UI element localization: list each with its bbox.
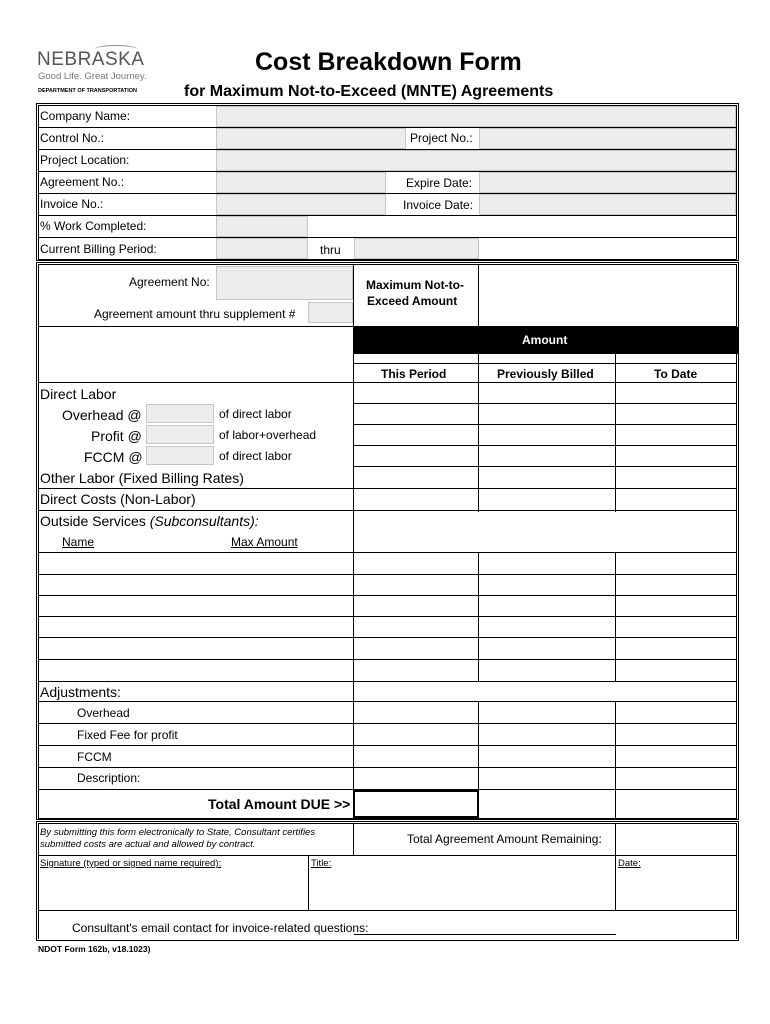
control-no-field[interactable]	[216, 128, 406, 149]
amount-header: Amount	[522, 333, 568, 347]
col-to-date: To Date	[654, 367, 698, 381]
overhead-rate-field[interactable]	[146, 404, 214, 423]
adj-overhead-label: Overhead	[77, 706, 130, 720]
overhead-label: Overhead @	[62, 407, 142, 423]
remaining-label: Total Agreement Amount Remaining:	[407, 832, 602, 846]
agreement-no-label: Agreement No.:	[40, 175, 125, 189]
billing-period-end-field[interactable]	[354, 238, 479, 259]
outside-services-label	[40, 514, 259, 528]
invoice-no-field[interactable]	[216, 194, 386, 215]
adjustments-label: Adjustments:	[40, 684, 121, 700]
agreement-no-field[interactable]	[216, 172, 386, 193]
signature-label: Signature (typed or signed name required):	[40, 858, 222, 869]
expire-date-field[interactable]	[479, 172, 736, 193]
logo-department: DEPARTMENT OF TRANSPORTATION	[38, 88, 137, 94]
agreement-no-sub-field[interactable]	[216, 266, 353, 300]
adj-fccm-label: FCCM	[77, 750, 112, 764]
overhead-of-label: of direct labor	[219, 407, 292, 421]
fccm-label: FCCM @	[84, 449, 143, 465]
work-completed-label: % Work Completed:	[40, 219, 147, 233]
invoice-date-field[interactable]	[479, 194, 736, 215]
project-location-label: Project Location:	[40, 153, 130, 167]
profit-label: Profit @	[91, 428, 142, 444]
amount-thru-supplement-label: Agreement amount thru supplement #	[94, 307, 296, 321]
other-labor-label: Other Labor (Fixed Billing Rates)	[40, 470, 244, 486]
page-title: Cost Breakdown Form	[255, 48, 522, 76]
date-label: Date:	[618, 858, 641, 869]
thru-label: thru	[320, 243, 341, 257]
col-previously-billed: Previously Billed	[497, 367, 594, 381]
page-subtitle: for Maximum Not-to-Exceed (MNTE) Agreements	[184, 83, 554, 100]
agreement-no-sublabel: Agreement No:	[129, 275, 210, 289]
logo-name: NEBRASKA	[37, 49, 145, 70]
mnte-label-2: Exceed Amount	[367, 294, 458, 308]
company-name-field[interactable]	[216, 106, 736, 127]
billing-period-start-field[interactable]	[216, 238, 308, 259]
certify-line-2: submitted costs are actual and allowed by contract.	[40, 839, 256, 851]
col-this-period: This Period	[381, 367, 447, 381]
invoice-no-label: Invoice No.:	[40, 197, 104, 211]
profit-of-label: of labor+overhead	[219, 428, 317, 442]
work-completed-field[interactable]	[216, 216, 308, 237]
project-location-field[interactable]	[216, 150, 736, 171]
control-no-label: Control No.:	[40, 131, 105, 145]
subconsultants-text: (Subconsultants):	[149, 513, 259, 529]
title-label: Title:	[311, 858, 332, 869]
billing-period-label: Current Billing Period:	[40, 242, 157, 256]
fccm-of-label: of direct labor	[219, 449, 292, 463]
total-due-label: Total Amount DUE >>	[208, 796, 351, 812]
form-id: NDOT Form 162b, v18.1023)	[38, 944, 151, 954]
ndot-logo	[36, 47, 156, 97]
outside-services-text: Outside Services	[40, 513, 146, 529]
company-name-label: Company Name:	[40, 109, 131, 123]
direct-costs-label: Direct Costs (Non-Labor)	[40, 491, 196, 507]
fccm-rate-field[interactable]	[146, 446, 214, 465]
invoice-date-label: Invoice Date:	[403, 198, 474, 212]
logo-arc	[94, 45, 138, 54]
supplement-no-field[interactable]	[308, 302, 353, 323]
expire-date-label: Expire Date:	[406, 176, 473, 190]
adj-fixed-fee-label: Fixed Fee for profit	[77, 728, 178, 742]
logo-tagline: Good Life. Great Journey.	[38, 71, 147, 82]
email-underline[interactable]	[354, 934, 616, 935]
total-due-field[interactable]	[353, 790, 479, 818]
adj-description-label: Description:	[77, 771, 141, 785]
direct-labor-label: Direct Labor	[40, 386, 117, 402]
project-no-field[interactable]	[479, 128, 736, 149]
max-amount-col-header: Max Amount	[231, 535, 298, 549]
email-label: Consultant's email contact for invoice-related questions:	[72, 921, 369, 935]
certify-text	[40, 827, 315, 852]
project-no-label: Project No.:	[410, 131, 473, 145]
profit-rate-field[interactable]	[146, 425, 214, 444]
name-col-header: Name	[62, 535, 95, 549]
certify-line-1: By submitting this form electronically to State, Consultant certifies	[40, 827, 316, 838]
mnte-label-1: Maximum Not-to-	[366, 278, 464, 292]
